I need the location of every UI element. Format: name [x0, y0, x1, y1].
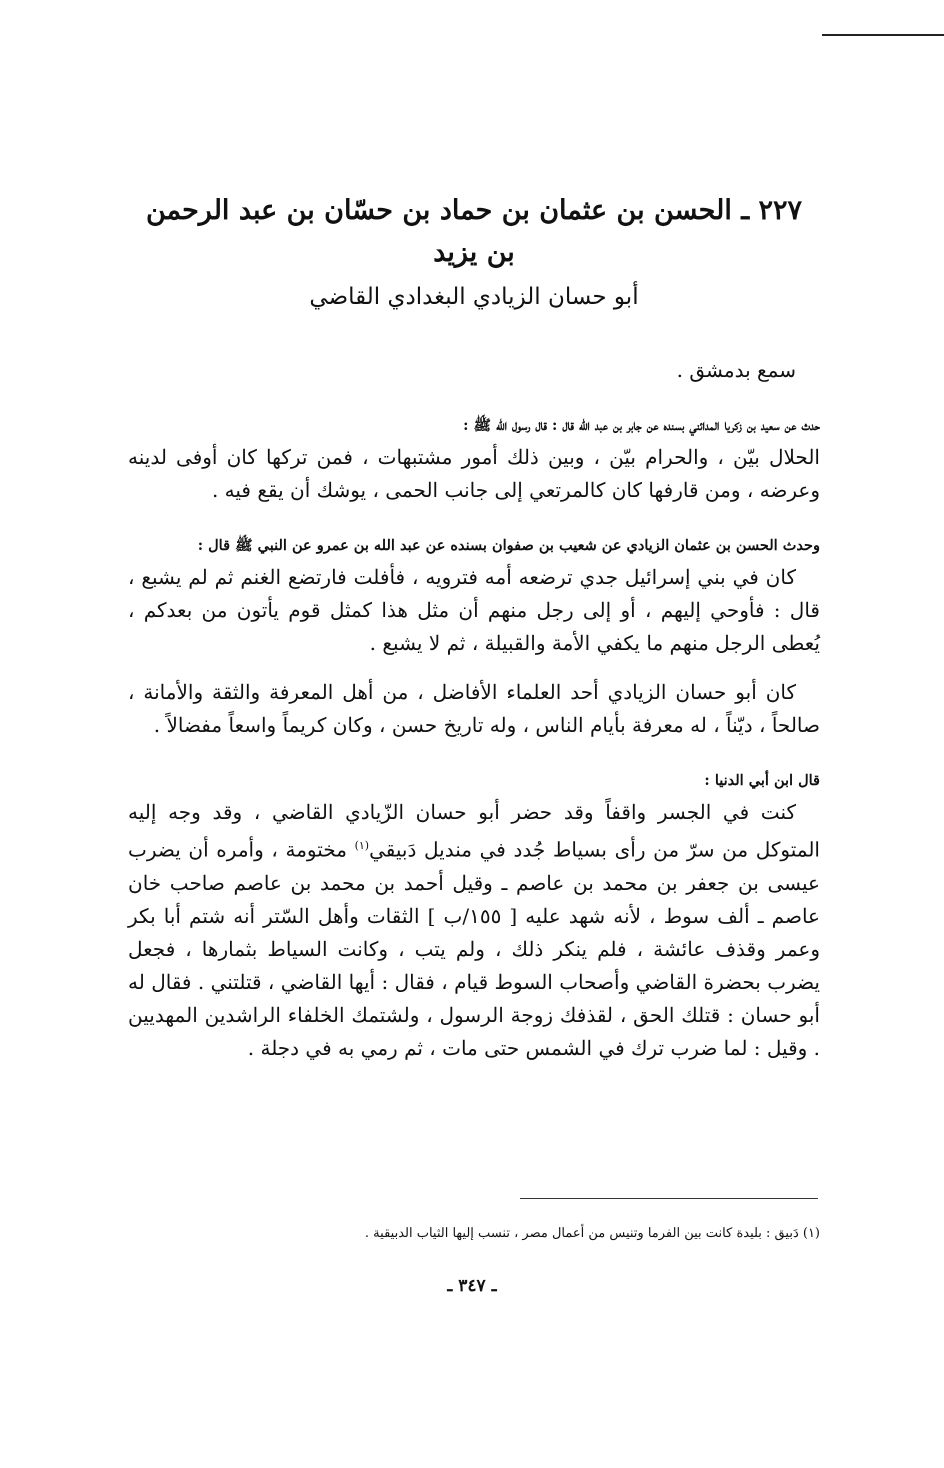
isnad-2: وحدث الحسن بن عثمان الزيادي عن شعيب بن صفوان بسنده عن عبد الله بن عمرو عن النبي ﷺ قال :: [197, 537, 820, 554]
narrative-part-a: كنت في الجسر واقفاً وقد حضر أبو حسان الزّيادي القاضي ، وقد وجه إليه المتوكل من سرّ من رأى بسياط جُدد في منديل دَبيقي: [128, 800, 820, 862]
entry-title: ٢٢٧ ـ الحسن بن عثمان بن حماد بن حسّان بن عبد الرحمن بن يزيد: [145, 195, 803, 268]
page-body: [128, 190, 820, 1065]
footnote-marker: (١): [354, 839, 370, 852]
quote-intro: قال ابن أبي الدنيا :: [704, 772, 820, 789]
biography-paragraph: كان أبو حسان الزيادي أحد العلماء الأفاضل ، من أهل المعرفة والثقة والأمانة ، صالحاً ، ديّناً ، له معرفة بأيام الناس ، وله تاريخ حسن ، وكان كريماً واسعاً مفضالاً .: [128, 680, 820, 737]
narrative-part-b: مختومة ، وأمره أن يضرب عيسى بن جعفر بن محمد بن عاصم ـ وقيل أحمد بن محمد بن عاصم صاحب خان عاصم ـ ألف سوط ، لأنه شهد عليه [ ١٥٥/ب ] الثقات وأهل السّتر أنه شتم أبا بكر وعمر وقذف عائشة ، فلم ينكر ذلك ، ولم يتب ، وكانت السياط بثمارها ، فجعل يضرب بحضرة القاضي وأصحاب السوط قيام ، فقال : أيها القاضي ، قتلتني . فقال له أبو حسان : قتلك الحق ، لقذفك زوجة الرسول ، ولشتمك الخلفاء الراشدين المهديين . وقيل : لما ضرب ترك في الشمس حتى مات ، ثم رمي به في دجلة .: [128, 837, 820, 1060]
footnote-rule: [520, 1198, 818, 1199]
footnote: (١) دَبيق : بليدة كانت بين الفرما وتنيس من أعمال مصر ، تنسب إليها الثياب الدبيقية .: [364, 1226, 820, 1241]
hadith-2: كان في بني إسرائيل جدي ترضعه أمه فترويه ، فأفلت فارتضع الغنم ثم لم يشبع ، قال : فأوحي إليهم ، أو إلى رجل منهم أن مثل هذا كمثل قوم يأتون من بعدكم ، يُعطى الرجل منهم ما يكفي الأمة والقبيلة ، ثم لا يشبع .: [128, 565, 820, 655]
entry-subtitle: أبو حسان الزيادي البغدادي القاضي: [309, 284, 639, 310]
paragraph-heard: سمع بدمشق .: [676, 358, 796, 382]
top-rule: [822, 34, 944, 36]
isnad-1: حدث عن سعيد بن زكريا المدائني بسنده عن جابر بن عبد الله قال : قال رسول الله ﷺ :: [463, 417, 820, 434]
hadith-1: الحلال بيّن ، والحرام بيّن ، وبين ذلك أمور مشتبهات ، فمن تركها كان أوفى لدينه وعرضه ، ومن قارفها كان كالمرتعي إلى جانب الحمى ، يوشك أن يقع فيه .: [128, 445, 820, 502]
narrative-paragraph: [128, 796, 820, 1065]
page-number: ـ ٣٤٧ ـ: [447, 1276, 497, 1296]
